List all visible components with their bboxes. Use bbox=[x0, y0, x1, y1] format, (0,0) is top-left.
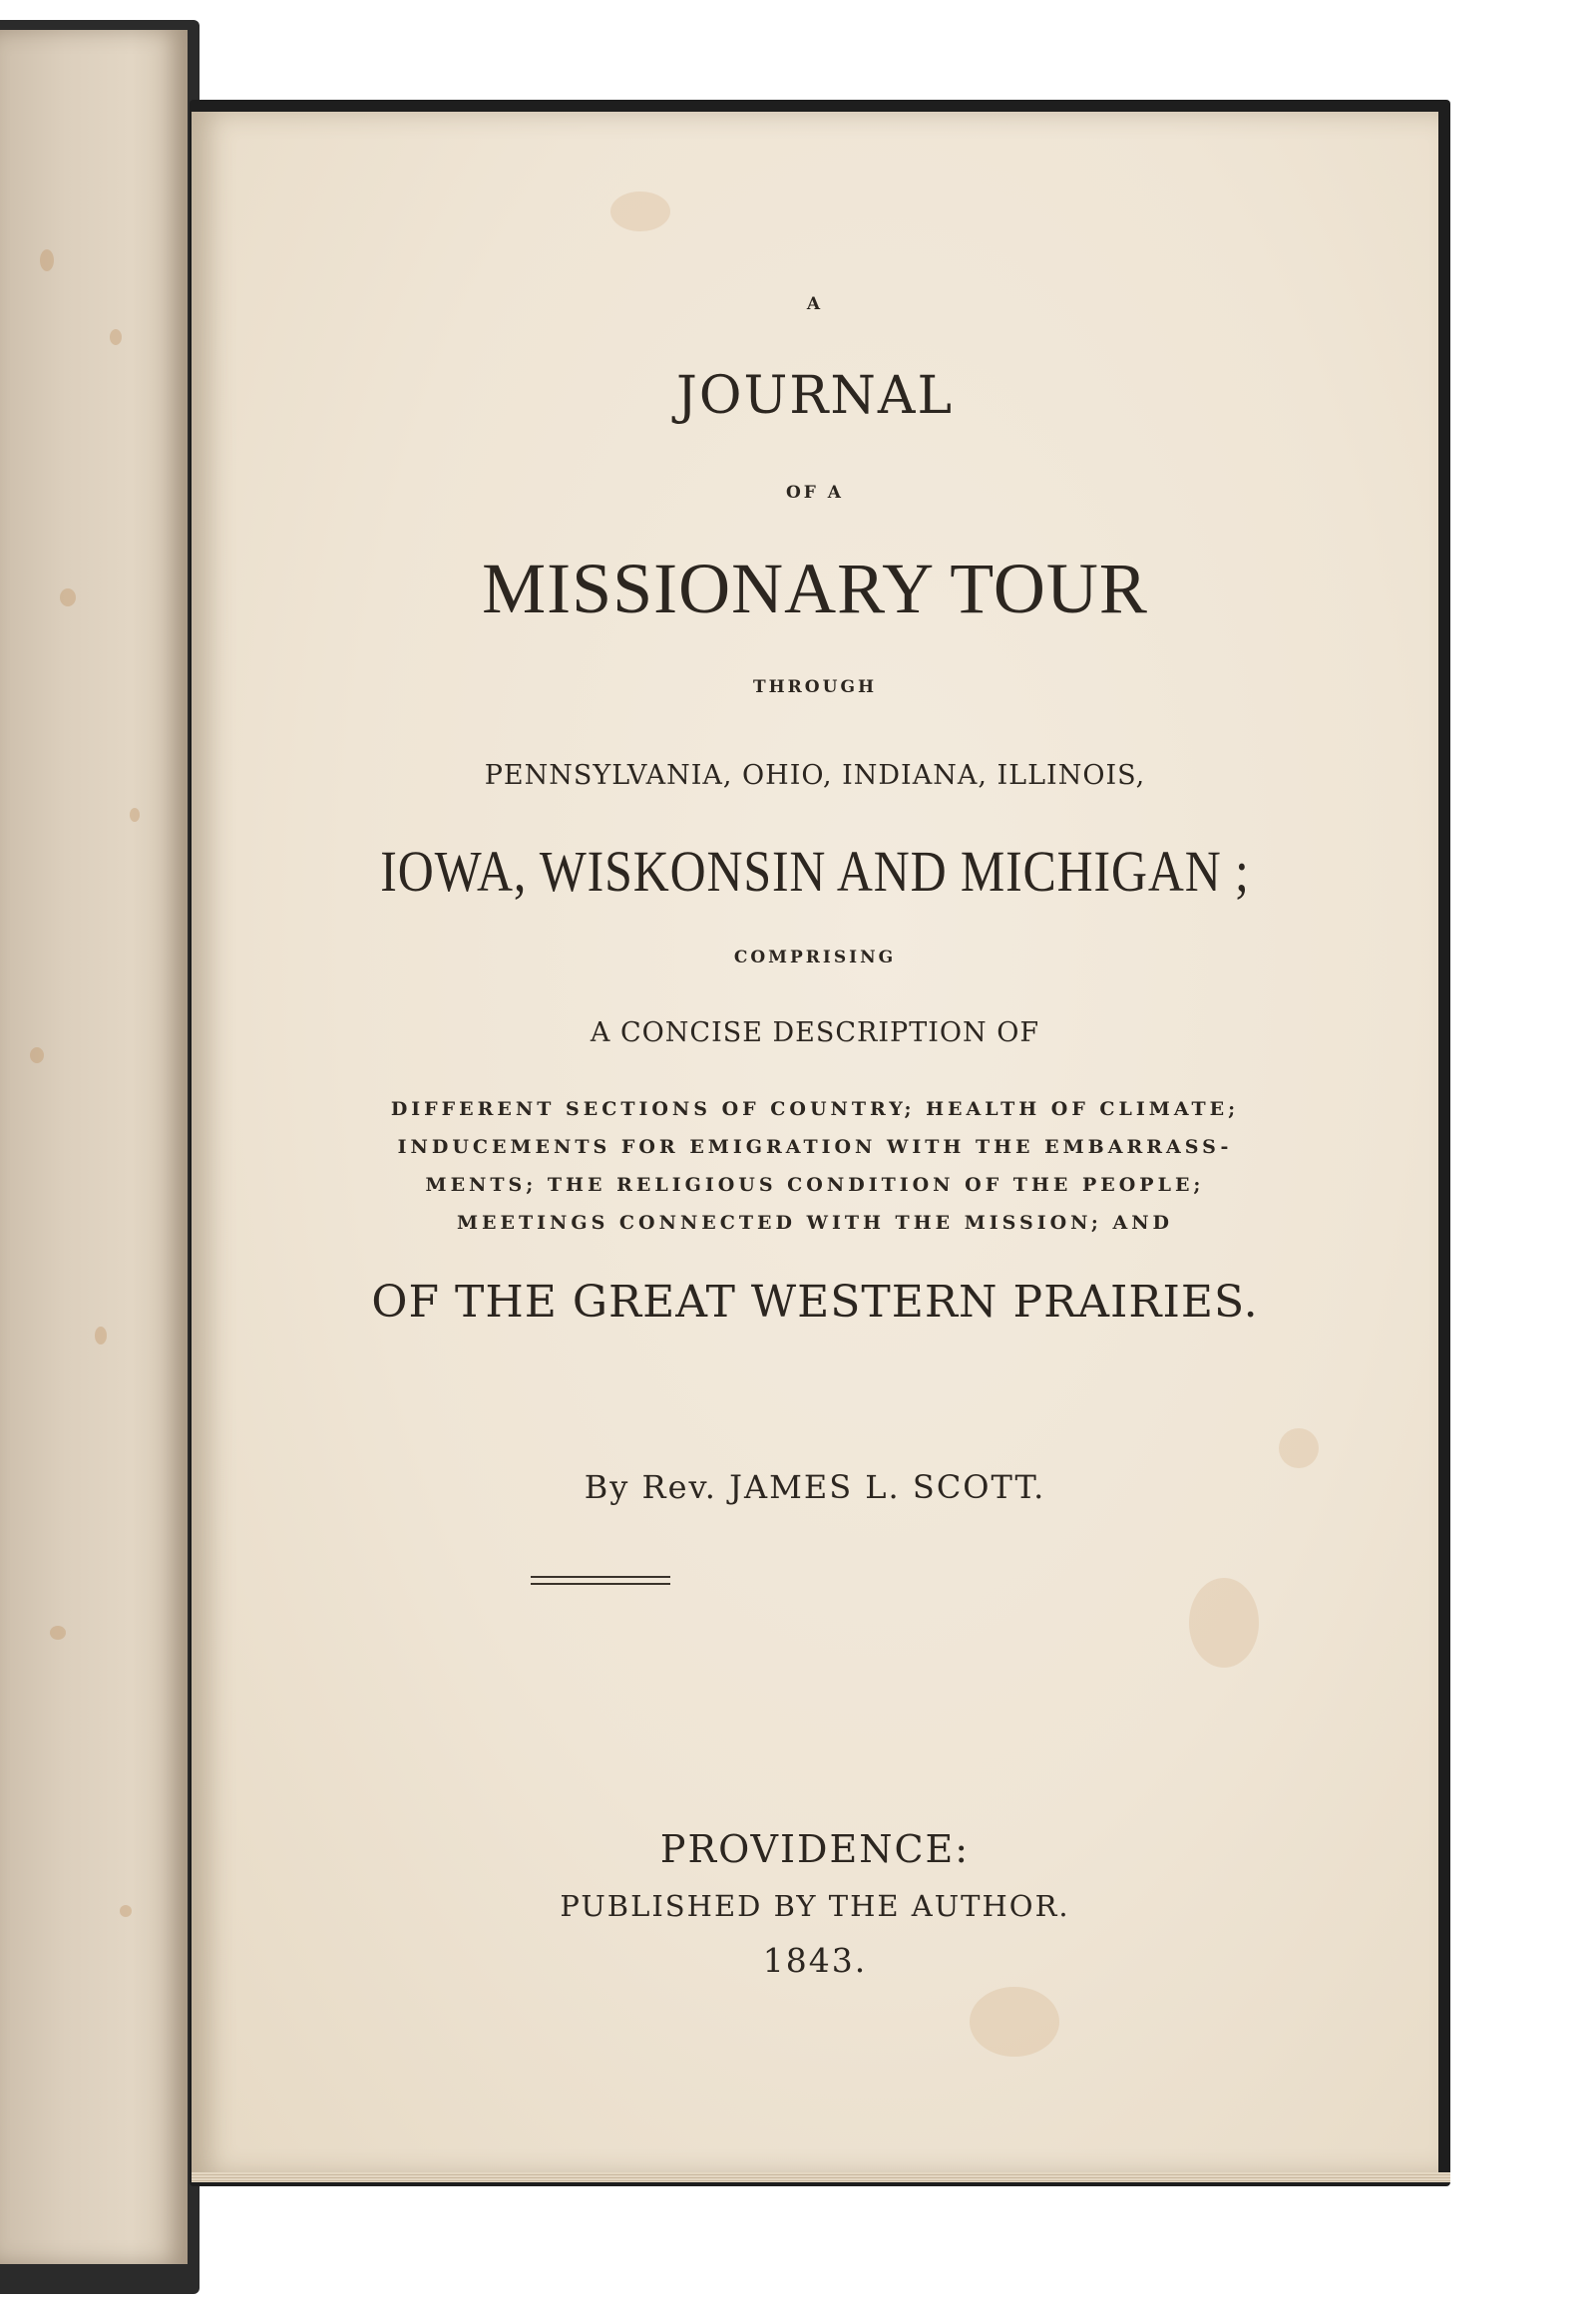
foxing-spot bbox=[120, 1905, 132, 1917]
foxing-stain bbox=[1279, 1428, 1319, 1468]
verso-page bbox=[0, 30, 188, 2264]
title-through: THROUGH bbox=[752, 677, 878, 697]
title-article: A bbox=[806, 294, 824, 314]
title-concise-description: A CONCISE DESCRIPTION OF bbox=[590, 1017, 1040, 1048]
title-of-a: OF A bbox=[786, 483, 844, 503]
title-journal: JOURNAL bbox=[675, 366, 955, 426]
title-states-line-1: PENNSYLVANIA, OHIO, INDIANA, ILLINOIS, bbox=[484, 760, 1146, 791]
description-line: MENTS; THE RELIGIOUS CONDITION OF THE PEOPLE; bbox=[425, 1174, 1205, 1196]
title-states-line-2: IOWA, WISKONSIN AND MICHIGAN ; bbox=[380, 839, 1250, 904]
title-great-western-prairies: OF THE GREAT WESTERN PRAIRIES. bbox=[371, 1277, 1259, 1328]
foxing-spot bbox=[50, 1626, 66, 1640]
foxing-spot bbox=[110, 329, 122, 345]
author-line: By Rev. JAMES L. SCOTT. bbox=[584, 1468, 1046, 1506]
foxing-stain bbox=[1189, 1578, 1259, 1668]
foxing-spot bbox=[30, 1047, 44, 1063]
imprint-publisher: PUBLISHED BY THE AUTHOR. bbox=[560, 1889, 1070, 1923]
imprint-city: PROVIDENCE: bbox=[659, 1827, 971, 1871]
foxing-spot bbox=[95, 1327, 107, 1344]
foxing-stain bbox=[610, 192, 670, 231]
page-edges bbox=[192, 2172, 1450, 2182]
title-missionary-tour: MISSIONARY TOUR bbox=[482, 549, 1148, 628]
title-comprising: COMPRISING bbox=[733, 948, 897, 967]
foxing-spot bbox=[40, 249, 54, 271]
description-line: DIFFERENT SECTIONS OF COUNTRY; HEALTH OF CLIMATE; bbox=[390, 1098, 1240, 1120]
foxing-spot bbox=[60, 588, 76, 606]
description-line: INDUCEMENTS FOR EMIGRATION WITH THE EMBARRASS- bbox=[397, 1136, 1233, 1158]
decorative-rule bbox=[531, 1576, 670, 1585]
imprint-year: 1843. bbox=[762, 1941, 868, 1980]
description-line: MEETINGS CONNECTED WITH THE MISSION; AND bbox=[456, 1212, 1174, 1234]
foxing-stain bbox=[970, 1987, 1059, 2057]
foxing-spot bbox=[130, 808, 140, 822]
